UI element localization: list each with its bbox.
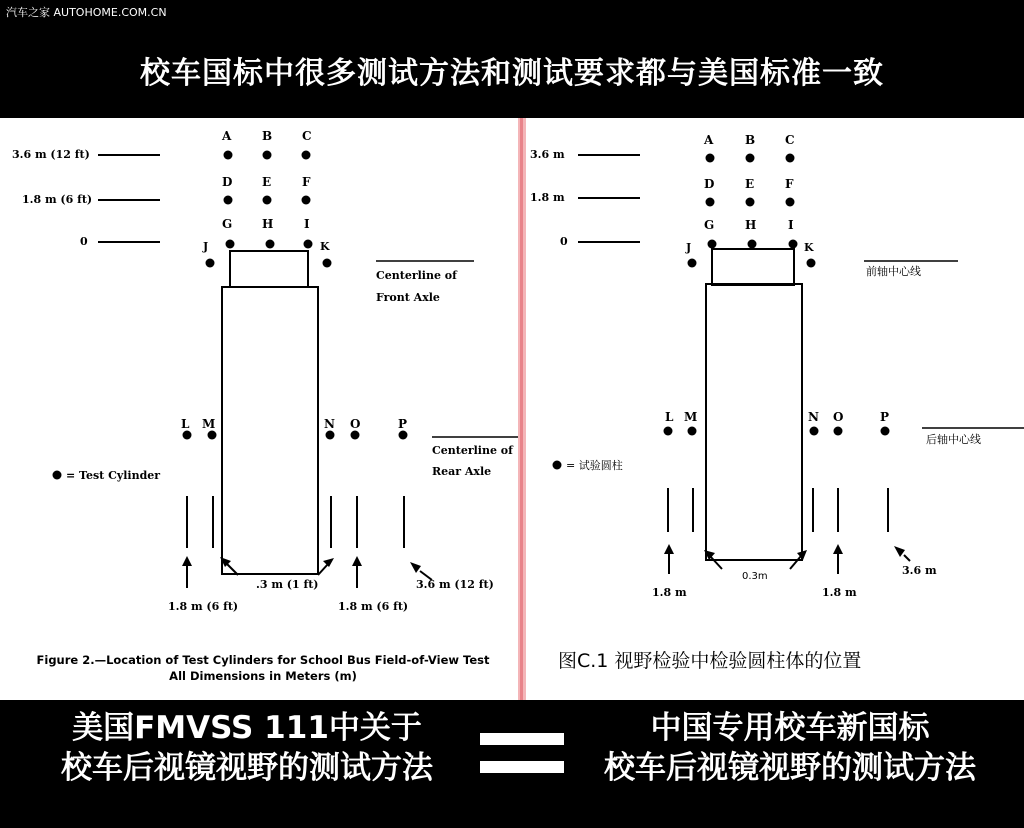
front-axle-label-2: Front Axle bbox=[376, 291, 440, 304]
bottom-right-line-2: 校车后视镜视野的测试方法 bbox=[604, 750, 976, 786]
panel-divider-line bbox=[520, 118, 523, 700]
bus-cab bbox=[230, 251, 308, 287]
front-axle-label-1: Centerline of bbox=[376, 269, 457, 282]
rear-axle-label-2: Rear Axle bbox=[432, 465, 492, 478]
cylinder-G bbox=[226, 240, 235, 249]
cylinder-D bbox=[224, 196, 233, 205]
label-H: H bbox=[262, 217, 274, 231]
cylinder-E bbox=[263, 196, 272, 205]
label-D-cn: D bbox=[704, 177, 715, 191]
rear-axle-label-cn: 后轴中心线 bbox=[926, 433, 981, 446]
caption-line-2: All Dimensions in Meters (m) bbox=[169, 669, 357, 683]
cylinder-B bbox=[263, 151, 272, 160]
bottom-left-text bbox=[22, 708, 472, 788]
label-G: G bbox=[222, 217, 233, 231]
cylinder-J bbox=[206, 259, 215, 268]
label-E-cn: E bbox=[745, 177, 755, 191]
dim-label-03: .3 m (1 ft) bbox=[256, 578, 319, 591]
label-B: B bbox=[262, 129, 273, 143]
label-D: D bbox=[222, 175, 233, 189]
fmvss-diagram bbox=[0, 118, 518, 700]
label-K: K bbox=[320, 240, 330, 253]
bottom-left-line-1: 美国FMVSS 111中关于 bbox=[72, 710, 422, 746]
row-label-18-cn: 1.8 m bbox=[530, 191, 565, 204]
bus-body-cn bbox=[706, 284, 802, 560]
label-L-cn: L bbox=[665, 410, 674, 424]
legend-label: = Test Cylinder bbox=[66, 469, 161, 482]
caption-line-1: Figure 2.—Location of Test Cylinders for School Bus Field-of-View Test bbox=[36, 653, 490, 667]
cylinder-F bbox=[302, 196, 311, 205]
row-label-0: 0 bbox=[80, 235, 88, 248]
label-I: I bbox=[304, 217, 310, 231]
cylinder-I bbox=[304, 240, 313, 249]
cylinder-P bbox=[399, 431, 408, 440]
bottom-right-text bbox=[570, 708, 1010, 788]
cylinder-K bbox=[323, 259, 332, 268]
headline: 校车国标中很多测试方法和测试要求都与美国标准一致 bbox=[140, 56, 884, 91]
legend-cylinder bbox=[53, 471, 62, 480]
label-I-cn: I bbox=[788, 218, 794, 232]
left-diagram-panel bbox=[0, 118, 518, 700]
front-axle-label-cn: 前轴中心线 bbox=[866, 265, 921, 278]
bottom-right-line-1: 中国专用校车新国标 bbox=[650, 710, 930, 746]
label-J-cn: J bbox=[686, 241, 692, 254]
label-A-cn: A bbox=[704, 133, 714, 147]
dim-label-18-left-cn: 1.8 m bbox=[652, 586, 687, 599]
right-diagram-panel bbox=[526, 118, 1024, 700]
cylinder-H bbox=[266, 240, 275, 249]
label-N: N bbox=[324, 417, 335, 431]
label-F: F bbox=[302, 175, 311, 189]
label-N-cn: N bbox=[808, 410, 819, 424]
label-O-cn: O bbox=[833, 410, 844, 424]
label-K-cn: K bbox=[804, 241, 814, 254]
dim-label-03-cn: 0.3m bbox=[742, 571, 768, 582]
label-A: A bbox=[222, 129, 232, 143]
row-label-36-cn: 3.6 m bbox=[530, 148, 565, 161]
label-M-cn: M bbox=[684, 410, 698, 424]
diagram-panels bbox=[0, 118, 1024, 700]
top-banner bbox=[0, 0, 1024, 118]
bus-cab-cn bbox=[712, 249, 794, 285]
arrow-03-right bbox=[318, 564, 328, 575]
caption-cn: 图C.1 视野检验中检验圆柱体的位置 bbox=[558, 650, 862, 672]
label-J: J bbox=[203, 240, 209, 253]
cylinder-L bbox=[183, 431, 192, 440]
rear-axle-label-1: Centerline of bbox=[432, 444, 513, 457]
row-label-18: 1.8 m (6 ft) bbox=[22, 193, 93, 206]
cylinder-A bbox=[224, 151, 233, 160]
cylinder-N bbox=[326, 431, 335, 440]
label-L: L bbox=[181, 417, 190, 431]
bus-body bbox=[222, 287, 318, 574]
label-P: P bbox=[398, 417, 408, 431]
label-C: C bbox=[302, 129, 312, 143]
label-G-cn: G bbox=[704, 218, 715, 232]
dim-label-18-right-cn: 1.8 m bbox=[822, 586, 857, 599]
row-label-0-cn: 0 bbox=[560, 235, 568, 248]
row-label-36: 3.6 m (12 ft) bbox=[12, 148, 90, 161]
label-E: E bbox=[262, 175, 272, 189]
label-P-cn: P bbox=[880, 410, 890, 424]
gb-diagram bbox=[526, 118, 1024, 700]
equals-icon bbox=[480, 733, 564, 775]
dim-label-36-cn: 3.6 m bbox=[902, 564, 937, 577]
watermark: 汽车之家 AUTOHOME.COM.CN bbox=[6, 6, 167, 19]
cylinder-M bbox=[208, 431, 217, 440]
dim-label-18-right: 1.8 m (6 ft) bbox=[338, 600, 409, 613]
cylinder-O bbox=[351, 431, 360, 440]
label-M: M bbox=[202, 417, 216, 431]
label-B-cn: B bbox=[745, 133, 756, 147]
cylinder-C bbox=[302, 151, 311, 160]
bottom-left-line-2: 校车后视镜视野的测试方法 bbox=[61, 750, 433, 786]
label-O: O bbox=[350, 417, 361, 431]
label-F-cn: F bbox=[785, 177, 794, 191]
dim-label-18-left: 1.8 m (6 ft) bbox=[168, 600, 239, 613]
label-H-cn: H bbox=[745, 218, 757, 232]
label-C-cn: C bbox=[785, 133, 795, 147]
legend-label-cn: = 试验圆柱 bbox=[566, 459, 623, 472]
dim-label-36: 3.6 m (12 ft) bbox=[416, 578, 494, 591]
